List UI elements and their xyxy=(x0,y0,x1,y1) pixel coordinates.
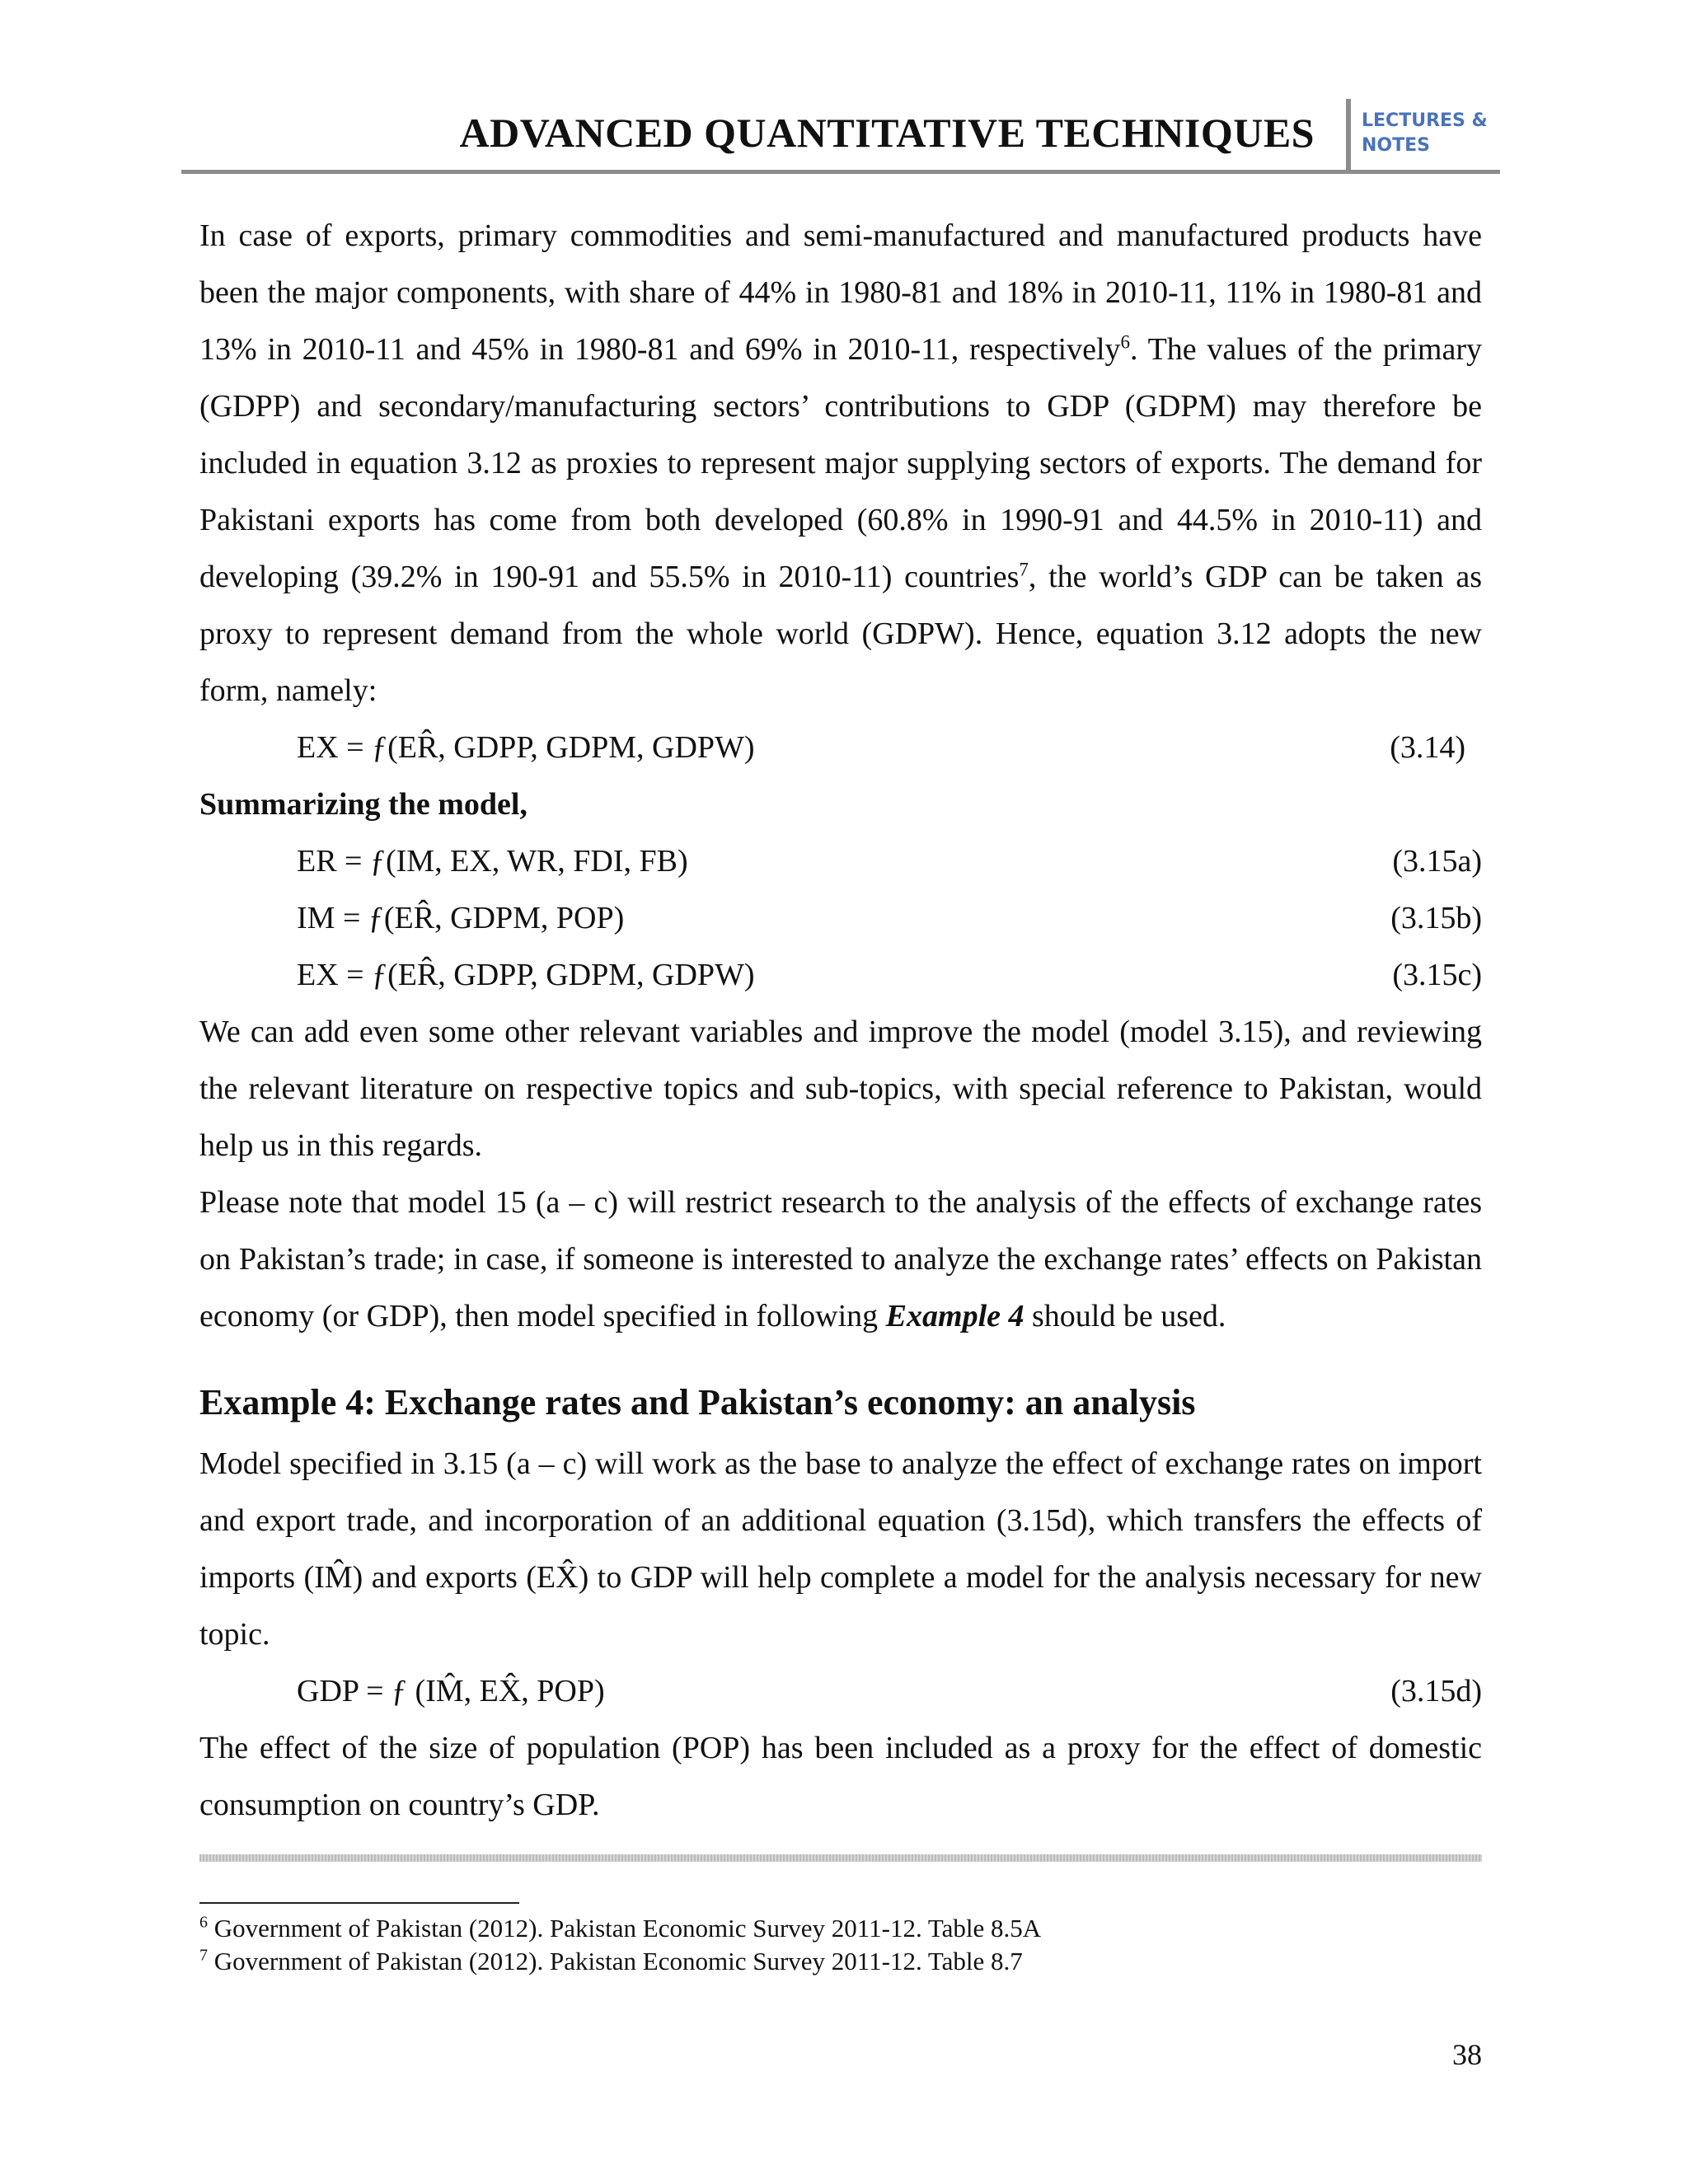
equation-3-15c xyxy=(199,947,1482,1004)
page-number: 38 xyxy=(1452,2038,1482,2071)
equation-number: (3.14) xyxy=(1390,730,1465,765)
equation-number: (3.15c) xyxy=(1392,958,1482,992)
paragraph-exports xyxy=(199,208,1482,719)
header-notes-line1: LECTURES & xyxy=(1362,110,1488,131)
example-4-heading: Example 4: Exchange rates and Pakistan’s economy: an analysis xyxy=(199,1382,1196,1422)
page-body xyxy=(199,208,1482,1834)
paragraph-note xyxy=(199,1174,1482,1345)
equation-text: EX = ƒ(ER̂, GDPP, GDPM, GDPW) xyxy=(297,958,755,992)
footnote-mark: 7 xyxy=(199,1946,208,1965)
paragraph-population: The effect of the size of population (POP) has been included as a proxy for the effect of domestic consumption on country’s GDP. xyxy=(199,1731,1482,1822)
page-header xyxy=(181,99,1500,175)
example-4-link[interactable]: Example 4 xyxy=(885,1299,1025,1333)
header-divider xyxy=(1346,99,1351,171)
equation-text: IM = ƒ(ER̂, GDPM, POP) xyxy=(297,901,625,935)
paragraph-text: In case of exports, primary commodities and semi-manufactured and manufactured products have been the major components, with share of 44% in 1980-81 and 18% in 2010-11, 11% in 1980-81 and 13% in 2010-11 and 45% in 1980-81 and 69% in 2010-11, respectively xyxy=(199,218,1482,367)
equation-3-15b xyxy=(199,890,1482,947)
paragraph-text: , the world’s GDP can be taken as proxy to represent demand from the whole world (GDPW). Hence, equation 3.12 adopts the new form, namely: xyxy=(199,560,1482,708)
equation-number: (3.15a) xyxy=(1392,844,1482,879)
paragraph-example-4: Model specified in 3.15 (a – c) will work as the base to analyze the effect of exchange rates on import and export trade, and incorporation of an additional equation (3.15d), which transfers the effects of imports (IM̂) and exports (EX̂) to GDP will help complete a model for the analysis necessary for new topic. xyxy=(199,1446,1482,1652)
header-notes-label xyxy=(1362,109,1502,158)
equation-number: (3.15d) xyxy=(1390,1674,1482,1708)
paragraph-text: should be used. xyxy=(1024,1299,1226,1333)
footnote-mark: 6 xyxy=(199,1913,208,1932)
footnote-ref-6[interactable]: 6 xyxy=(1120,331,1131,353)
summary-heading: Summarizing the model, xyxy=(199,787,528,822)
footnote-separator xyxy=(199,1902,519,1904)
paragraph-text: . The values of the primary (GDPP) and secondary/manufacturing sectors’ contributions to GDP (GDPM) may therefore be included in equation 3.12 as proxies to represent major supplying sectors of exports. The demand for Pakistani exports has come from both developed (60.8% in 1990-91 and 44.5% in 2010-11) and developing (39.2% in 190-91 and 55.5% in 2010-11) countries xyxy=(199,332,1482,594)
footnote-text: Government of Pakistan (2012). Pakistan Economic Survey 2011-12. Table 8.7 xyxy=(208,1947,1023,1975)
header-title: ADVANCED QUANTITATIVE TECHNIQUES xyxy=(459,110,1315,156)
footnotes xyxy=(199,1912,1482,1978)
equation-number: (3.15b) xyxy=(1390,901,1482,935)
equation-3-15d xyxy=(199,1663,1482,1720)
paragraph-add-variables: We can add even some other relevant variables and improve the model (model 3.15), and reviewing the relevant literature on respective topics and sub-topics, with special reference to Pakistan, would help us in this regards. xyxy=(199,1015,1482,1163)
equation-text: GDP = ƒ (IM̂, EX̂, POP) xyxy=(297,1674,605,1708)
footnote-ref-7[interactable]: 7 xyxy=(1019,559,1029,580)
header-rule xyxy=(181,170,1500,174)
header-notes-line2: NOTES xyxy=(1362,135,1430,156)
footnote-7 xyxy=(199,1945,1482,1978)
footnote-text: Government of Pakistan (2012). Pakistan Economic Survey 2011-12. Table 8.5A xyxy=(208,1914,1042,1943)
footnote-6 xyxy=(199,1912,1482,1945)
equation-3-14 xyxy=(199,719,1482,776)
equation-text: EX = ƒ(ER̂, GDPP, GDPM, GDPW) xyxy=(297,730,755,765)
equation-text: ER = ƒ(IM, EX, WR, FDI, FB) xyxy=(297,844,688,879)
body-end-rule xyxy=(199,1854,1482,1862)
equation-3-15a xyxy=(199,833,1482,890)
paragraph-text: Please note that model 15 (a – c) will restrict research to the analysis of the effects of exchange rates on Pakistan’s trade; in case, if someone is interested to analyze the exchange rates’ effects on Pakistan economy (or GDP), then model specified in following xyxy=(199,1185,1482,1333)
